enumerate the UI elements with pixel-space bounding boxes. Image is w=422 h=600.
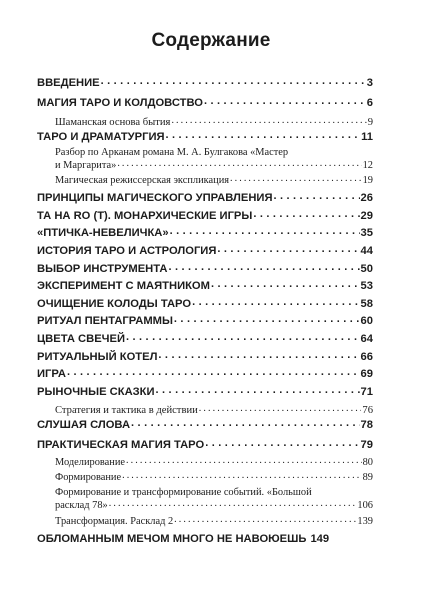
toc-page-number: 58 [360, 298, 373, 310]
leader-dots [204, 95, 366, 107]
toc-entry-label: ТАРО И ДРАМАТУРГИЯ [37, 131, 165, 143]
toc-entry-label-line1: Разбор по Арканам романа М. А. Булгакова «Мастер [55, 147, 289, 158]
leader-dots [101, 75, 366, 87]
toc-entry-label: ЦВЕТА СВЕЧЕЙ [37, 333, 126, 345]
toc-entry-label: Шаманская основа бытия [55, 117, 171, 128]
leader-dots [217, 243, 359, 255]
toc-entry-label: ТА НА RO (Т). МОНАРХИЧЕСКИЕ ИГРЫ [37, 210, 253, 222]
leader-dots [230, 173, 362, 184]
toc-page-number: 35 [360, 227, 373, 239]
toc-entry-label: расклад 78» [55, 500, 108, 511]
toc-entry-label: Моделирование [55, 457, 126, 468]
toc-page-number: 80 [362, 457, 373, 468]
leader-dots [67, 366, 360, 378]
toc-page-number: 106 [357, 500, 373, 511]
leader-dots [205, 437, 359, 449]
leader-dots [109, 498, 357, 509]
toc-page-number: 71 [360, 386, 373, 398]
toc-entry-label-line1: Формирование и трансформирование событий. «Большой [55, 487, 312, 498]
toc-entry-label: ВЫБОР ИНСТРУМЕНТА [37, 263, 168, 275]
leader-dots [274, 190, 360, 202]
toc-entry-label: «ПТИЧКА-НЕВЕЛИЧКА» [37, 227, 169, 239]
leader-dots [253, 208, 359, 220]
toc-page-number: 66 [360, 351, 373, 363]
leader-dots [131, 417, 360, 429]
leader-dots [192, 296, 359, 308]
toc-entry-label: РИТУАЛЬНЫЙ КОТЕЛ [37, 351, 158, 363]
leader-dots [126, 331, 360, 343]
toc-page-number: 69 [360, 368, 373, 380]
leader-dots [174, 514, 356, 525]
toc-page-number: 12 [362, 160, 373, 171]
leader-dots [126, 455, 362, 466]
toc-page-number: 79 [360, 439, 373, 451]
toc-page-number: 78 [360, 419, 373, 431]
toc-page-number: 3 [366, 77, 373, 89]
toc-entry-label: Трансформация. Расклад 2 [55, 516, 174, 527]
toc-entry-label: Формирование [55, 472, 122, 483]
leader-dots [171, 115, 366, 126]
toc-page-number: 9 [367, 117, 373, 128]
leader-dots [199, 403, 362, 414]
toc-page-number: 64 [360, 333, 373, 345]
toc-entry-label: СЛУШАЯ СЛОВА [37, 419, 131, 431]
leader-dots [158, 349, 359, 361]
toc-entry-label: ЭКСПЕРИМЕНТ С МАЯТНИКОМ [37, 280, 210, 292]
toc-page-number: 19 [362, 175, 373, 186]
toc-page-number: 53 [360, 280, 373, 292]
toc-page-number: 50 [360, 263, 373, 275]
toc-entry-label: ИГРА [37, 368, 66, 380]
toc-entry-label: и Маргарита» [55, 160, 117, 171]
toc-entry-label: РЫНОЧНЫЕ СКАЗКИ [37, 386, 155, 398]
toc-page-number: 60 [360, 315, 373, 327]
toc-entry-label: ОБЛОМАННЫМ МЕЧОМ МНОГО НЕ НАВОЮЕШЬ [37, 533, 307, 545]
toc-page-number: 89 [362, 472, 373, 483]
toc-page-number: 76 [362, 405, 373, 416]
leader-dots [168, 261, 359, 273]
toc-entry-label: МАГИЯ ТАРО И КОЛДОВСТВО [37, 97, 203, 109]
toc-page-number: 6 [366, 97, 373, 109]
toc-entry-label: ИСТОРИЯ ТАРО И АСТРОЛОГИЯ [37, 245, 217, 257]
toc-entry-label: ВВЕДЕНИЕ [37, 77, 100, 89]
leader-dots [211, 278, 360, 290]
page-title: Содержание [151, 30, 271, 51]
toc-entry-label: ПРАКТИЧЕСКАЯ МАГИЯ ТАРО [37, 439, 205, 451]
leader-dots [170, 225, 360, 237]
toc-entry-label: РИТУАЛ ПЕНТАГРАММЫ [37, 315, 173, 327]
toc-page-number: 11 [361, 131, 373, 143]
toc-entry-label: Стратегия и тактика в действии [55, 405, 198, 416]
toc-page-number: 44 [360, 245, 373, 257]
leader-dots [156, 384, 360, 396]
leader-dots [122, 470, 362, 481]
toc-page-number: 139 [357, 516, 373, 527]
leader-dots [117, 158, 361, 169]
toc-entry-label: ОЧИЩЕНИЕ КОЛОДЫ ТАРО [37, 298, 192, 310]
toc-page-number: 149 [310, 533, 330, 545]
leader-dots [166, 129, 361, 141]
toc-entry-label: ПРИНЦИПЫ МАГИЧЕСКОГО УПРАВЛЕНИЯ [37, 192, 273, 204]
toc-page-number: 29 [360, 210, 373, 222]
toc-entry-label: Магическая режиссерская экспликация [55, 175, 230, 186]
toc-page-number: 26 [360, 192, 373, 204]
leader-dots [174, 313, 360, 325]
